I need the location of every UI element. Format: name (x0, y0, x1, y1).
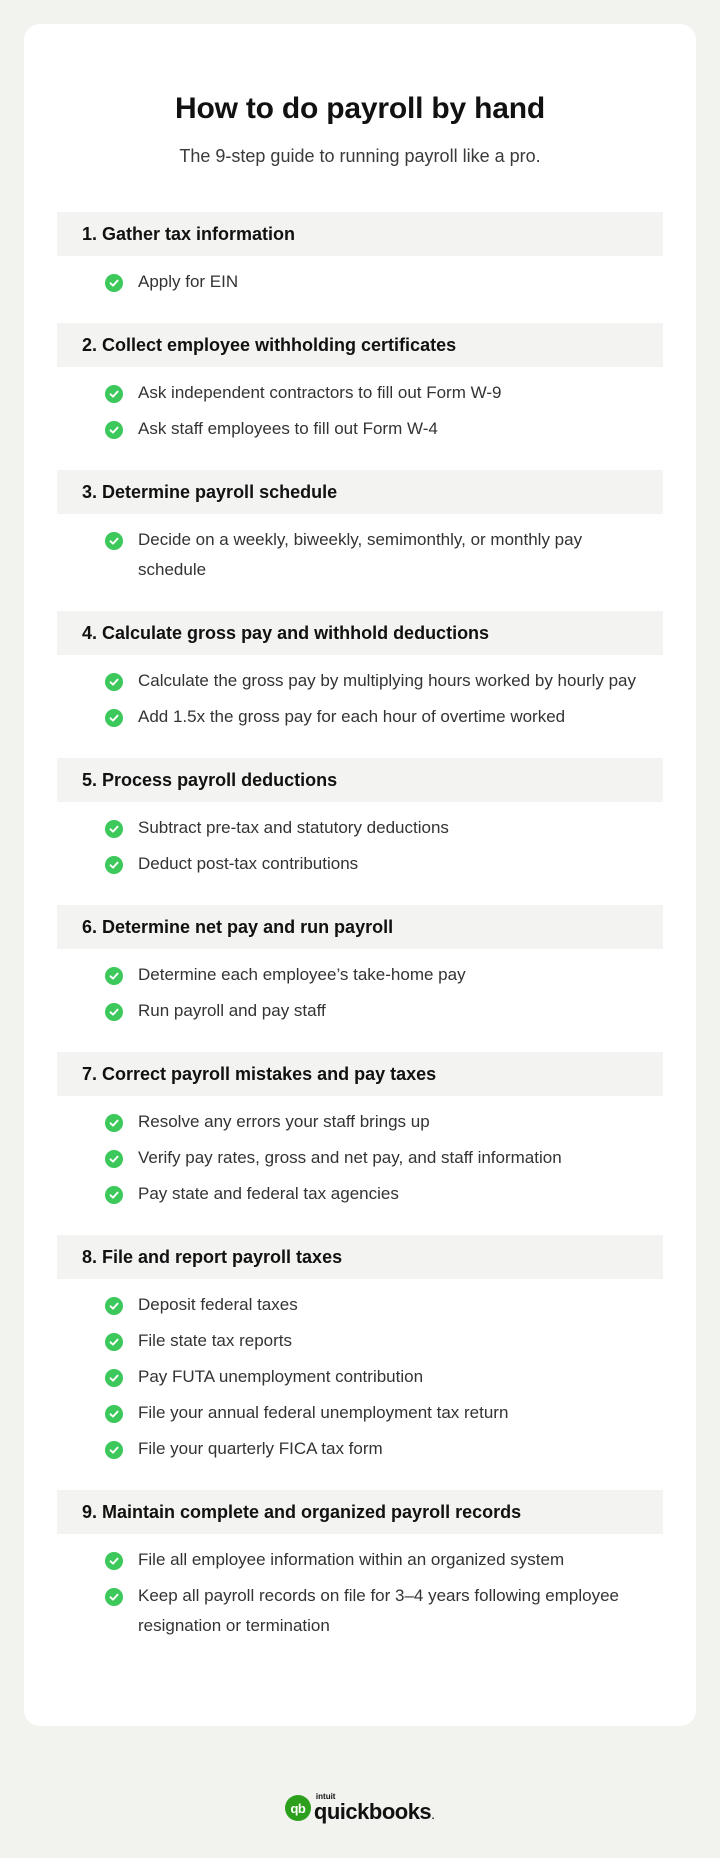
qb-badge-icon: qb (285, 1795, 311, 1821)
step-section (57, 470, 663, 603)
check-circle-icon (105, 673, 123, 691)
step-items (57, 949, 663, 1044)
list-item (57, 1111, 663, 1137)
logo-quickbooks-text: quickbooks (313, 1799, 432, 1824)
list-item (57, 817, 663, 843)
list-item (57, 1330, 663, 1356)
step-section (57, 1052, 663, 1227)
check-circle-icon (105, 274, 123, 292)
item-text: Deduct post-tax contributions (138, 854, 359, 873)
list-item (57, 1000, 663, 1026)
step-heading: 5. Process payroll deductions (57, 758, 663, 802)
step-items (57, 514, 663, 603)
item-text: Ask independent contractors to fill out Form W-9 (138, 383, 502, 402)
item-text: Apply for EIN (138, 272, 239, 291)
step-section (57, 212, 663, 315)
item-text: Pay state and federal tax agencies (138, 1184, 399, 1203)
item-text: Calculate the gross pay by multiplying hours worked by hourly pay (138, 671, 636, 690)
logo-name-line (314, 1801, 435, 1823)
check-circle-icon (105, 1369, 123, 1387)
list-item (57, 853, 663, 879)
logo-wordmark (314, 1793, 435, 1823)
item-text: File state tax reports (138, 1331, 293, 1350)
infographic-card (24, 24, 696, 1726)
item-text: Deposit federal taxes (138, 1295, 298, 1314)
list-item (57, 382, 663, 408)
check-circle-icon (105, 967, 123, 985)
step-heading: 6. Determine net pay and run payroll (57, 905, 663, 949)
quickbooks-logo (285, 1793, 435, 1823)
list-item (57, 1585, 663, 1641)
item-text: Keep all payroll records on file for 3–4 years following employee resignation or termination (138, 1586, 619, 1635)
page-title: How to do payroll by hand (174, 92, 545, 125)
step-section (57, 905, 663, 1044)
step-section (57, 758, 663, 897)
step-items (57, 1096, 663, 1227)
item-text: Run payroll and pay staff (138, 1001, 326, 1020)
step-items (57, 367, 663, 462)
step-heading: 8. File and report payroll taxes (57, 1235, 663, 1279)
list-item (57, 1294, 663, 1320)
step-section (57, 1490, 663, 1659)
check-circle-icon (105, 1186, 123, 1204)
step-heading: 9. Maintain complete and organized payroll records (57, 1490, 663, 1534)
item-text: Pay FUTA unemployment contribution (138, 1367, 424, 1386)
list-item (57, 529, 663, 585)
check-circle-icon (105, 1441, 123, 1459)
item-text: File your quarterly FICA tax form (138, 1439, 383, 1458)
footer (0, 1786, 720, 1830)
step-section (57, 611, 663, 750)
check-circle-icon (105, 421, 123, 439)
item-text: Decide on a weekly, biweekly, semimonthly, or monthly pay schedule (138, 530, 583, 579)
page-subtitle: The 9-step guide to running payroll like a pro. (179, 146, 541, 166)
list-item (57, 1438, 663, 1464)
item-text: File all employee information within an organized system (138, 1550, 565, 1569)
logo-dot: . (431, 1806, 436, 1822)
check-circle-icon (105, 1297, 123, 1315)
check-circle-icon (105, 1150, 123, 1168)
list-item (57, 1147, 663, 1173)
step-heading: 1. Gather tax information (57, 212, 663, 256)
check-circle-icon (105, 1114, 123, 1132)
check-circle-icon (105, 709, 123, 727)
check-circle-icon (105, 1003, 123, 1021)
list-item (57, 1549, 663, 1575)
list-item (57, 670, 663, 696)
step-heading: 4. Calculate gross pay and withhold deductions (57, 611, 663, 655)
logo-intuit-text: intuit (315, 1792, 336, 1801)
item-text: Subtract pre-tax and statutory deductions (138, 818, 449, 837)
step-items (57, 802, 663, 897)
step-items (57, 1279, 663, 1482)
item-text: Add 1.5x the gross pay for each hour of overtime worked (138, 707, 566, 726)
step-heading: 7. Correct payroll mistakes and pay taxes (57, 1052, 663, 1096)
check-circle-icon (105, 856, 123, 874)
check-circle-icon (105, 1333, 123, 1351)
step-items (57, 256, 663, 315)
step-section (57, 1235, 663, 1482)
item-text: Resolve any errors your staff brings up (138, 1112, 430, 1131)
check-circle-icon (105, 1552, 123, 1570)
step-heading: 3. Determine payroll schedule (57, 470, 663, 514)
list-item (57, 1402, 663, 1428)
list-item (57, 1366, 663, 1392)
check-circle-icon (105, 385, 123, 403)
list-item (57, 706, 663, 732)
step-section (57, 323, 663, 462)
item-text: Ask staff employees to fill out Form W-4 (138, 419, 438, 438)
item-text: File your annual federal unemployment tax return (138, 1403, 509, 1422)
list-item (57, 418, 663, 444)
list-item (57, 271, 663, 297)
check-circle-icon (105, 1405, 123, 1423)
step-items (57, 1534, 663, 1659)
steps-list (57, 212, 663, 1667)
item-text: Verify pay rates, gross and net pay, and staff information (138, 1148, 562, 1167)
step-items (57, 655, 663, 750)
check-circle-icon (105, 1588, 123, 1606)
item-text: Determine each employee’s take-home pay (138, 965, 466, 984)
step-heading: 2. Collect employee withholding certificates (57, 323, 663, 367)
list-item (57, 964, 663, 990)
check-circle-icon (105, 820, 123, 838)
check-circle-icon (105, 532, 123, 550)
list-item (57, 1183, 663, 1209)
